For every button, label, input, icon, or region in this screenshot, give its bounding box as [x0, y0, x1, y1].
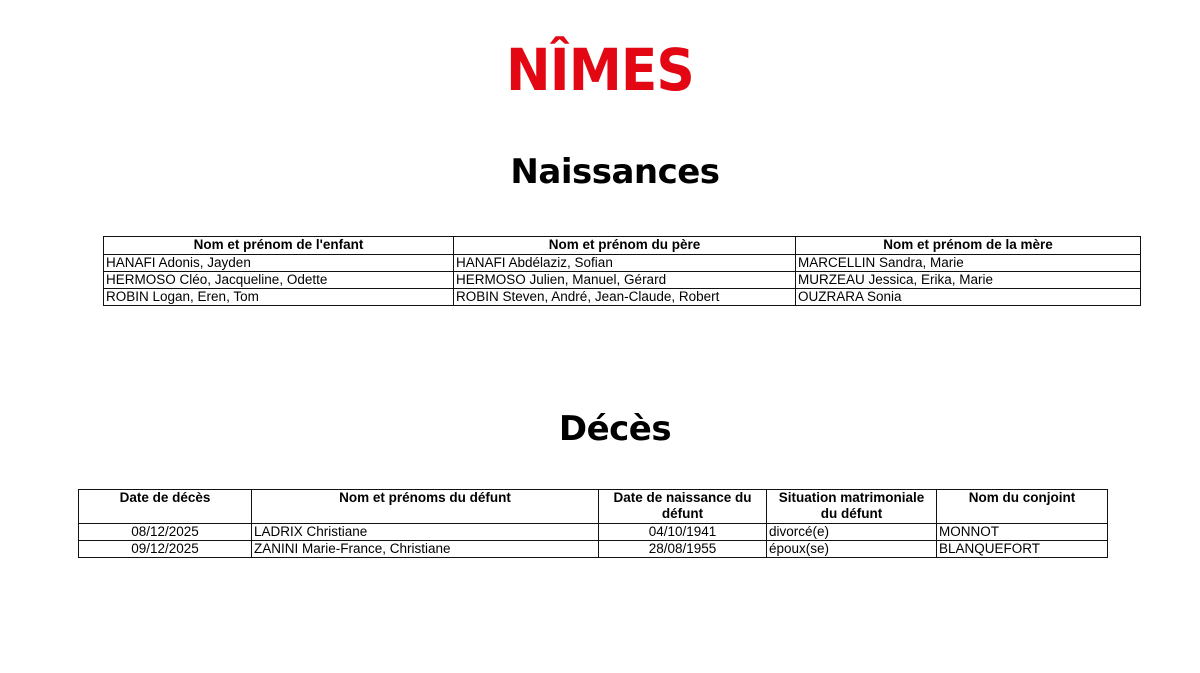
table-row	[104, 272, 1141, 289]
column-header-death-date: Date de décès	[79, 490, 252, 524]
marital-status-cell: époux(se)	[767, 541, 937, 558]
birth-date-cell: 28/08/1955	[599, 541, 767, 558]
column-header-deceased-name: Nom et prénoms du défunt	[252, 490, 599, 524]
deaths-table	[78, 489, 1108, 558]
column-header-child-name: Nom et prénom de l'enfant	[104, 237, 454, 255]
table-header-row	[79, 490, 1108, 524]
death-date-cell: 08/12/2025	[79, 524, 252, 541]
spouse-name-cell: BLANQUEFORT	[937, 541, 1108, 558]
father-name-cell: HANAFI Abdélaziz, Sofian	[454, 255, 796, 272]
mother-name-cell: MURZEAU Jessica, Erika, Marie	[796, 272, 1141, 289]
column-header-spouse-name: Nom du conjoint	[937, 490, 1108, 524]
births-section-title: Naissances	[510, 152, 720, 192]
column-header-marital-status: Situation matrimoniale du défunt	[767, 490, 937, 524]
table-row	[79, 524, 1108, 541]
marital-status-cell: divorcé(e)	[767, 524, 937, 541]
father-name-cell: ROBIN Steven, André, Jean-Claude, Robert	[454, 289, 796, 306]
mother-name-cell: MARCELLIN Sandra, Marie	[796, 255, 1141, 272]
column-header-birth-date: Date de naissance du défunt	[599, 490, 767, 524]
child-name-cell: ROBIN Logan, Eren, Tom	[104, 289, 454, 306]
mother-name-cell: OUZRARA Sonia	[796, 289, 1141, 306]
column-header-father-name: Nom et prénom du père	[454, 237, 796, 255]
table-header-row	[104, 237, 1141, 255]
child-name-cell: HERMOSO Cléo, Jacqueline, Odette	[104, 272, 454, 289]
table-row	[104, 289, 1141, 306]
child-name-cell: HANAFI Adonis, Jayden	[104, 255, 454, 272]
death-date-cell: 09/12/2025	[79, 541, 252, 558]
father-name-cell: HERMOSO Julien, Manuel, Gérard	[454, 272, 796, 289]
table-row	[79, 541, 1108, 558]
births-table	[103, 236, 1141, 306]
deceased-name-cell: ZANINI Marie-France, Christiane	[252, 541, 599, 558]
nimes-logo: NÎMES	[506, 36, 694, 104]
spouse-name-cell: MONNOT	[937, 524, 1108, 541]
column-header-mother-name: Nom et prénom de la mère	[796, 237, 1141, 255]
deaths-section-title: Décès	[558, 409, 672, 449]
birth-date-cell: 04/10/1941	[599, 524, 767, 541]
deceased-name-cell: LADRIX Christiane	[252, 524, 599, 541]
table-row	[104, 255, 1141, 272]
